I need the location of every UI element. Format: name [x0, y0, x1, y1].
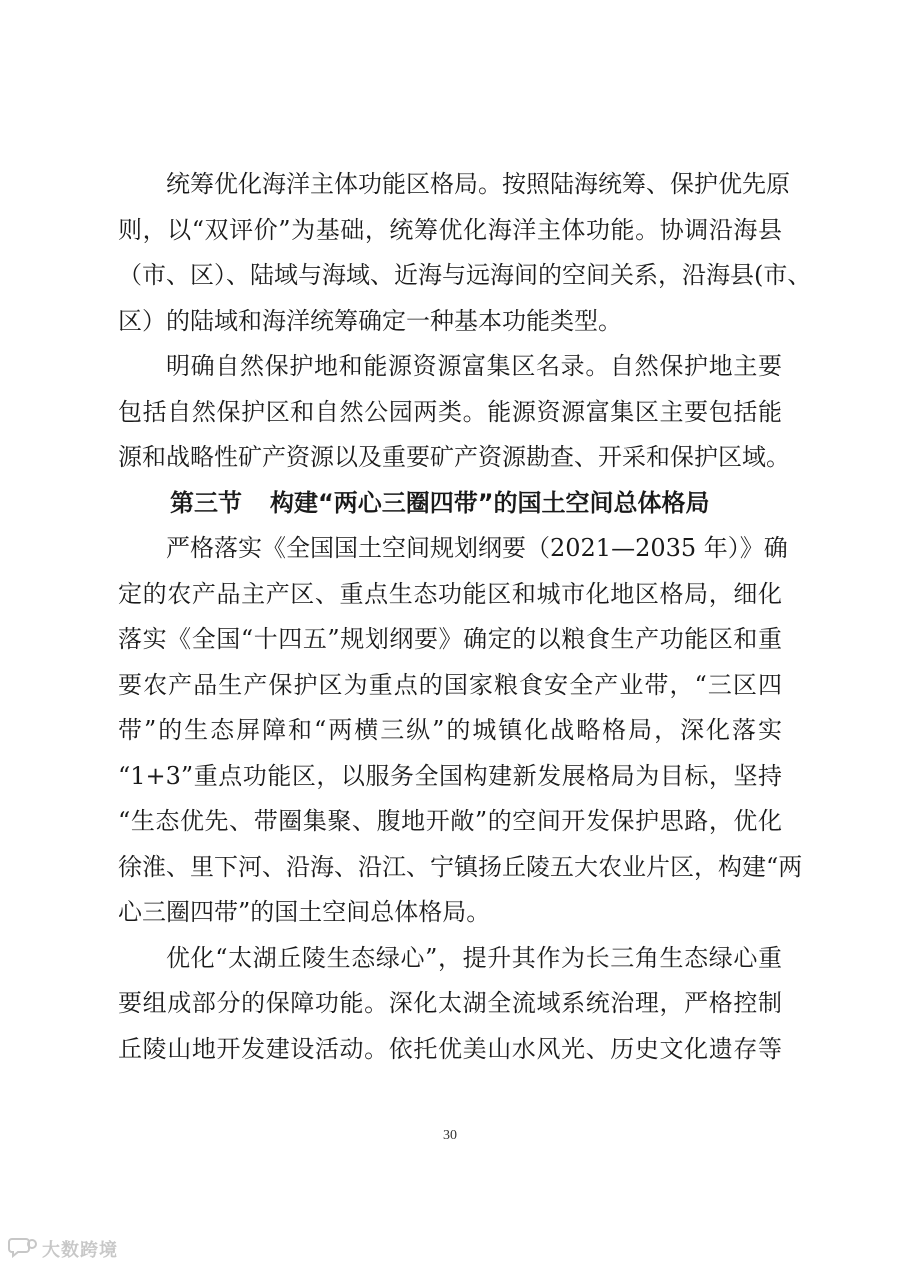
paragraph-line: 带”的生态屏障和“两横三纵”的城镇化战略格局，深化落实: [118, 716, 782, 744]
paragraph-line: 徐淮、里下河、沿海、沿江、宁镇扬丘陵五大农业片区，构建“两: [118, 852, 803, 881]
section-heading: [118, 481, 782, 527]
paragraph: [118, 936, 782, 1073]
watermark-text: 大数跨境: [42, 1240, 118, 1261]
section-number: 第三节: [170, 488, 242, 517]
page-content: [118, 162, 812, 1072]
paragraph-line: 丘陵山地开发建设活动。依托优美山水风光、历史文化遗存等: [118, 1034, 782, 1063]
paragraph-line: 明确自然保护地和能源资源富集区名录。自然保护地主要: [166, 352, 782, 380]
speech-bubble-logo-icon: [8, 1236, 38, 1262]
paragraph: [118, 526, 803, 936]
paragraph-line: 心三圈四带”的国土空间总体格局。: [118, 898, 491, 926]
paragraph-line: 要组成部分的保障功能。深化太湖全流域系统治理，严格控制: [118, 989, 782, 1017]
paragraph-line: 优化“太湖丘陵生态绿心”，提升其作为长三角生态绿心重: [166, 943, 782, 972]
paragraph-line: 严格落实《全国国土空间规划纲要（2021—2035 年）》确: [166, 534, 788, 562]
section-title: 构建“两心三圈四带”的国土空间总体格局: [270, 488, 710, 517]
paragraph-line: 则，以“双评价”为基础，统筹优化海洋主体功能。协调沿海县: [118, 215, 782, 244]
paragraph-line: 区）的陆域和海洋统筹确定一种基本功能类型。: [118, 306, 622, 335]
paragraph-line: 要农产品生产保护区为重点的国家粮食安全产业带，“三区四: [118, 670, 782, 699]
page-number: 30: [443, 1128, 457, 1143]
watermark: [8, 1236, 118, 1262]
paragraph-line: （市、区）、陆域与海域、近海与远海间的空间关系，沿海县(市、: [118, 261, 812, 289]
paragraph-line: 包括自然保护区和自然公园两类。能源资源富集区主要包括能: [118, 397, 782, 426]
paragraph-line: 统筹优化海洋主体功能区格局。按照陆海统筹、保护优先原: [166, 170, 790, 198]
paragraph-line: 落实《全国“十四五”规划纲要》确定的以粮食生产功能区和重: [118, 625, 782, 653]
paragraph-line: 源和战略性矿产资源以及重要矿产资源勘查、开采和保护区域。: [118, 443, 790, 471]
paragraph: [118, 344, 790, 481]
paragraph-line: 定的农产品主产区、重点生态功能区和城市化地区格局，细化: [118, 579, 782, 608]
paragraph-line: “1+3”重点功能区，以服务全国构建新发展格局为目标，坚持: [118, 761, 782, 790]
paragraph-line: “生态优先、带圈集聚、腹地开敞”的空间开发保护思路，优化: [118, 807, 782, 835]
paragraph: [118, 162, 812, 344]
